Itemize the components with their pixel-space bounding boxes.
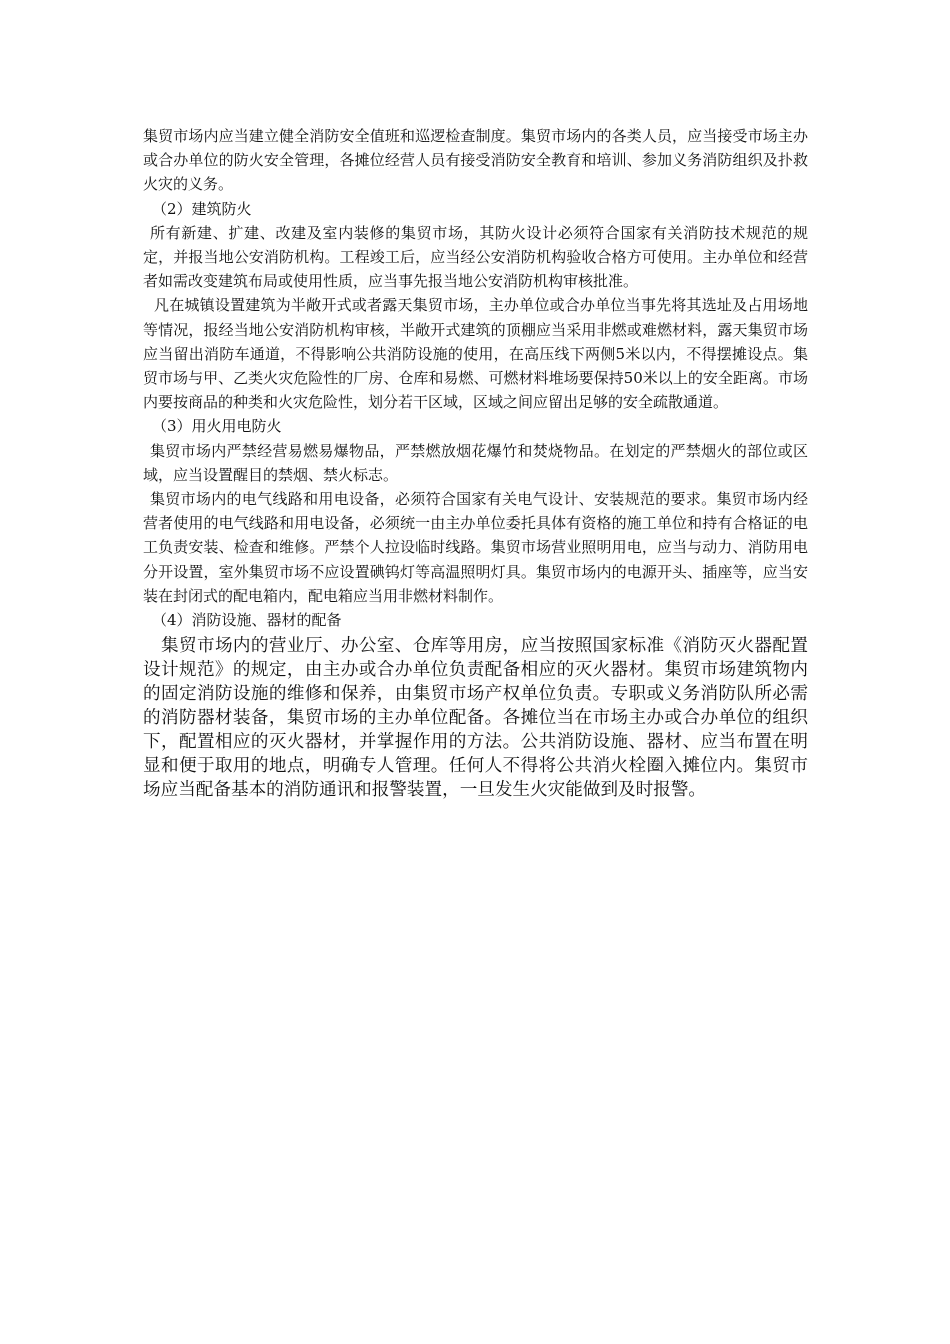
paragraph-prohibited-goods: 集贸市场内严禁经营易燃易爆物品，严禁燃放烟花爆竹和焚烧物品。在划定的严禁烟火的部位或区域，应当设置醒目的禁烟、禁火标志。: [143, 441, 808, 484]
paragraph-equipment-allocation: 集贸市场内的营业厅、办公室、仓库等用房，应当按照国家标准《消防灭火器配置设计规范》的规定，由主办或合办单位负责配备相应的灭火器材。集贸市场建筑物内的固定消防设施的维修和保养，由集贸市场产权单位负责。专职或义务消防队所必需的消防器材装备，集贸市场的主办单位配备。各摊位当在市场主办或合办单位的组织下，配置相应的灭火器材，并掌握作用的方法。公共消防设施、器材、应当布置在明显和便于取用的地点，明确专人管理。任何人不得将公共消火栓圈入摊位内。集贸市场应当配备基本的消防通讯和报警装置，一旦发生火灾能做到及时报警。: [143, 636, 808, 801]
section-heading-fire-equipment: （4）消防设施、器材的配备: [152, 611, 342, 630]
paragraph-building-design: 所有新建、扩建、改建及室内装修的集贸市场，其防火设计必须符合国家有关消防技术规范的规定，并报当地公安消防机构。工程竣工后，应当经公安消防机构验收合格方可使用。主办单位和经营者如需改变建筑布局或使用性质，应当事先报当地公安消防机构审核批准。: [143, 223, 808, 291]
section-heading-building-fire-prevention: （2）建筑防火: [152, 199, 252, 218]
paragraph-open-market-siting: 凡在城镇设置建筑为半敞开式或者露天集贸市场，主办单位或合办单位当事先将其选址及占用场地等情况，报经当地公安消防机构审核，半敞开式建筑的顶棚应当采用非燃或难燃材料，露天集贸市场应当留出消防车通道，不得影响公共消防设施的使用，在高压线下两侧5米以内，不得摆摊设点。集贸市场与甲、乙类火灾危险性的厂房、仓库和易燃、可燃材料堆场要保持50米以上的安全距离。市场内要按商品的种类和火灾危险性，划分若干区域，区域之间应留出足够的安全疏散通道。: [143, 296, 808, 412]
paragraph-electrical-wiring: 集贸市场内的电气线路和用电设备，必须符合国家有关电气设计、安装规范的要求。集贸市场内经营者使用的电气线路和用电设备，必须统一由主办单位委托具体有资格的施工单位和持有合格证的电工负责安装、检查和维修。严禁个人拉设临时线路。集贸市场营业照明用电，应当与动力、消防用电分开设置，室外集贸市场不应设置碘钨灯等高温照明灯具。集贸市场内的电源开头、插座等，应当安装在封闭式的配电箱内，配电箱应当用非燃材料制作。: [143, 490, 808, 605]
document-page: [143, 124, 808, 802]
section-heading-fire-electricity: （3）用火用电防火: [152, 417, 282, 436]
paragraph-duty-system: 集贸市场内应当建立健全消防安全值班和巡逻检查制度。集贸市场内的各类人员，应当接受市场主办或合办单位的防火安全管理，各摊位经营人员有接受消防安全教育和培训、参加义务消防组织及扑救火灾的义务。: [143, 127, 808, 194]
